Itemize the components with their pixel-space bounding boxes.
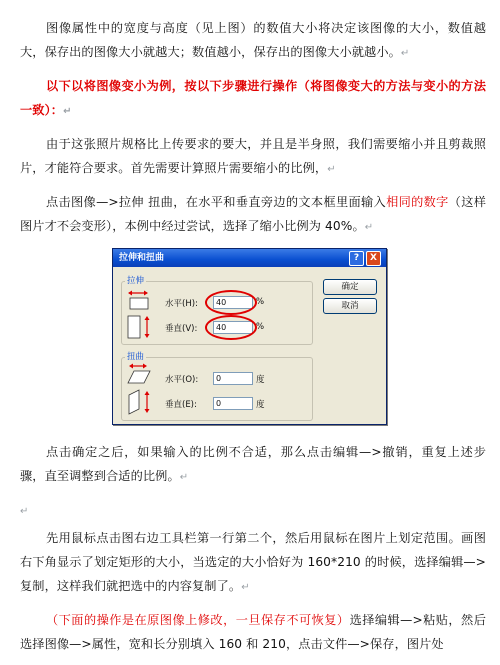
paragraph-steps-intro	[20, 74, 486, 124]
percent-unit: %	[256, 322, 265, 332]
paragraph-crop-steps	[20, 526, 486, 600]
paragraph-stretch-steps	[20, 190, 486, 240]
paragraph-empty	[20, 498, 486, 524]
paragraph-image-size	[20, 16, 486, 66]
dialog-title: 拉伸和扭曲	[119, 253, 165, 263]
skew-vertical-label: 垂直(E):	[165, 400, 197, 410]
paragraph-paste-steps	[20, 608, 486, 656]
paragraph-text: 图像属性中的宽度与高度（见上图）的数值大小将决定该图像的大小，数值越大，保存出的图像大小就越大；数值越小，保存出的图像大小就越小。	[20, 21, 486, 59]
highlight-ellipse	[205, 315, 257, 340]
highlight-ellipse	[205, 290, 257, 315]
highlight-text: 相同的数字	[386, 195, 449, 209]
ok-button[interactable]: 确定	[323, 279, 377, 295]
paragraph-photo-size	[20, 132, 486, 182]
paragraph-mark-icon: ↵	[364, 222, 374, 233]
stretch-horizontal-input[interactable]: 40	[213, 296, 253, 309]
paragraph-text: 先用鼠标点击图右边工具栏第一行第二个，然后用鼠标在图片上划定范围。画图右下角显示了划定矩形的大小，当选定的大小恰好为 160*210 的时候，选择编辑—>复制，这样我们就把选中的内容复制了。	[20, 531, 486, 593]
paragraph-text: 以下以将图像变小为例，按以下步骤进行操作（将图像变大的方法与变小的方法一致）：	[20, 79, 486, 117]
cancel-button[interactable]: 取消	[323, 298, 377, 314]
paragraph-mark-icon: ↵	[400, 48, 410, 59]
paragraph-mark-icon: ↵	[63, 106, 72, 117]
degree-unit: 度	[256, 375, 265, 385]
paragraph-undo	[20, 440, 486, 490]
paragraph-text: （这样图片才不会变形），本例中经过尝试，选择了缩小比例为 40%。	[20, 195, 487, 233]
paragraph-text: 选择编辑—>粘贴，然后选择图像—>属性，宽和长分别填入 160 和 210，点击文件—>保存，图片处	[20, 613, 486, 651]
paragraph-text: 由于这张照片规格比上传要求的要大，并且是半身照，我们需要缩小并且剪裁照片，才能符合要求。首先需要计算照片需要缩小的比例，	[20, 137, 486, 175]
degree-unit: 度	[256, 400, 265, 410]
stretch-horizontal-label: 水平(H):	[165, 299, 198, 309]
skew-horizontal-input[interactable]: 0	[213, 372, 253, 385]
skew-horizontal-icon	[125, 363, 153, 385]
close-button[interactable]: X	[366, 251, 381, 266]
paragraph-text: 点击确定之后，如果输入的比例不合适，那么点击编辑—>撤销，重复上述步骤，直至调整到合适的比例。	[20, 445, 486, 483]
skew-group-label: 扭曲	[127, 352, 145, 362]
stretch-group-label: 拉伸	[127, 276, 145, 286]
skew-vertical-input[interactable]: 0	[213, 397, 253, 410]
paragraph-text: 点击图像—>拉伸 扭曲，在水平和垂直旁边的文本框里面输入	[46, 195, 387, 209]
stretch-vertical-input[interactable]: 40	[213, 321, 253, 334]
stretch-horizontal-icon	[127, 289, 151, 311]
paragraph-mark-icon: ↵	[241, 582, 250, 593]
paragraph-mark-icon: ↵	[327, 164, 336, 175]
paragraph-mark-icon: ↵	[179, 472, 189, 483]
percent-unit: %	[256, 297, 265, 307]
stretch-vertical-icon	[127, 315, 153, 339]
help-button[interactable]: ?	[349, 251, 364, 266]
skew-vertical-icon	[127, 389, 155, 415]
skew-horizontal-label: 水平(O):	[165, 375, 199, 385]
paragraph-mark-icon: ↵	[20, 506, 29, 517]
stretch-skew-dialog	[112, 248, 387, 425]
warning-text: （下面的操作是在原图像上修改，一旦保存不可恢复）	[46, 613, 350, 627]
stretch-vertical-label: 垂直(V):	[165, 324, 198, 334]
dialog-title-bar	[113, 249, 386, 267]
